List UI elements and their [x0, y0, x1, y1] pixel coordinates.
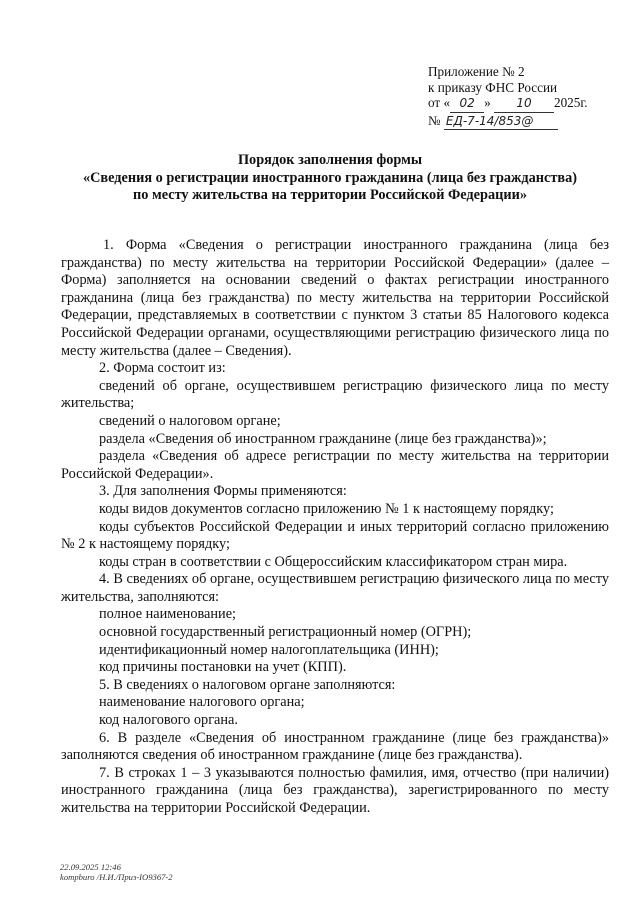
paragraph-1: 1. Форма «Сведения о регистрации иностранного гражданина (лица без гражданства) по месту жительства на территории Российской Федерации» (далее – Форма) заполняется на основании сведений о фактах регистрации иностранного гражданина (лица без гражданства) по месту жительства на территории Российской Федерации, представляемых в соответствии с пунктом 3 статьи 85 Налогового кодекса Российской Федерации органами, осуществляющими регистрацию физического лица по месту жительства (далее – Сведения).: [61, 237, 609, 359]
list-item: сведений об органе, осуществившем регистрацию физического лица по месту жительства;: [61, 377, 609, 412]
paragraph-4: 4. В сведениях об органе, осуществившем регистрацию физического лица по месту жительства, заполняются:: [61, 571, 609, 605]
list-item: сведений о налоговом органе;: [99, 412, 281, 429]
list-item: идентификационный номер налогоплательщика (ИНН);: [99, 641, 439, 658]
paragraph-6: 6. В разделе «Сведения об иностранном гражданине (лице без гражданства)» заполняются сведения об иностранном гражданине (лице без гражданства).: [61, 729, 609, 764]
paragraph-7: 7. В строках 1 – 3 указываются полностью фамилия, имя, отчество (при наличии) иностранного гражданина (лица без гражданства), зарегистрированного по месту жительства на территории Российской Федерации.: [61, 764, 609, 816]
appendix-order-number: [428, 113, 598, 131]
paragraph-3: 3. Для заполнения Формы применяются:: [99, 483, 347, 500]
title-line-1: Порядок заполнения формы: [237, 152, 423, 168]
title-line-2: «Сведения о регистрации иностранного гражданина (лица без гражданства): [82, 169, 578, 186]
appendix-date: [428, 95, 598, 113]
number-prefix: №: [428, 112, 441, 128]
print-footer: [60, 862, 173, 882]
list-item: раздела «Сведения об иностранном гражданине (лице без гражданства)»;: [99, 430, 547, 447]
list-item: код налогового органа.: [99, 712, 238, 729]
appendix-number: Приложение № 2: [428, 64, 525, 79]
list-item: наименование налогового органа;: [99, 694, 305, 711]
list-item: коды субъектов Российской Федерации и иных территорий согласно приложению № 2 к настоящему порядку;: [61, 518, 609, 553]
document-body: [61, 237, 609, 818]
date-month: 10: [494, 96, 554, 113]
appendix-order-ref: к приказу ФНС России: [428, 79, 558, 95]
paragraph-2: 2. Форма состоит из:: [99, 360, 226, 377]
paragraph-5: 5. В сведениях о налоговом органе заполняются:: [99, 676, 396, 693]
list-item: раздела «Сведения об адресе регистрации по месту жительства на территории Российской Федерации».: [61, 448, 609, 482]
list-item: код причины постановки на учет (КПП).: [99, 659, 347, 676]
footer-timestamp: 22.09.2025 12:46: [60, 862, 121, 872]
list-item: коды видов документов согласно приложению № 1 к настоящему порядку;: [99, 500, 554, 517]
date-mid: »: [484, 95, 491, 110]
list-item: полное наименование;: [99, 606, 237, 623]
list-item: основной государственный регистрационный номер (ОГРН);: [99, 624, 472, 641]
title-line-3: по месту жительства на территории Российской Федерации»: [133, 187, 527, 203]
list-item: коды стран в соответствии с Общероссийским классификатором стран мира.: [99, 553, 568, 570]
date-day: 02: [450, 96, 484, 113]
appendix-header: [428, 64, 598, 130]
order-number-value: ЕД-7-14/853@: [444, 114, 558, 131]
date-prefix: от «: [428, 95, 451, 110]
document-title: [60, 152, 600, 205]
footer-author: kompburo /Н.И./Приз-IO9367-2: [60, 872, 173, 882]
date-year: 2025г.: [553, 95, 588, 110]
